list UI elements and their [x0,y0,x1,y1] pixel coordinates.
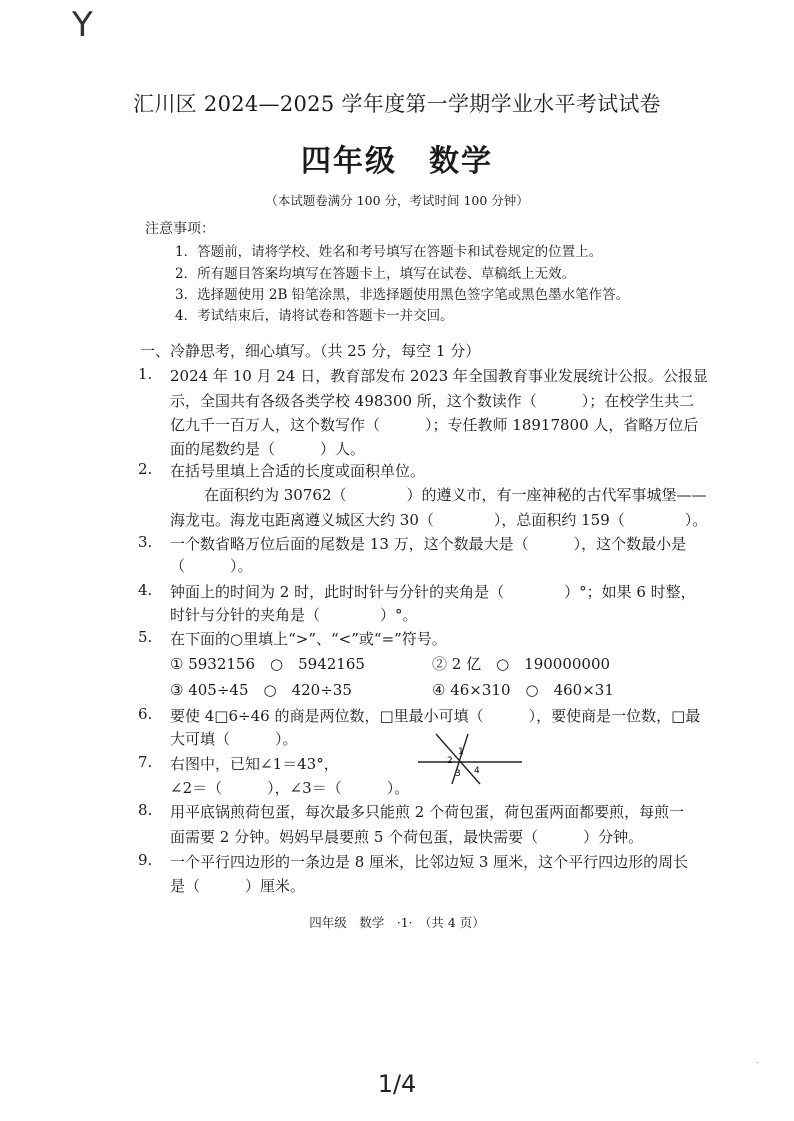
corner-mark: Y [72,5,93,45]
question-line: 在括号里填上合适的长度或面积单位。 [170,462,426,480]
question-number: 4. [138,581,153,599]
question-line: ∠2＝（ ），∠3＝（ ）。 [170,779,410,797]
edge-mark: - [756,1058,759,1067]
angle-figure [418,732,522,786]
comparison-item: ① 5932156 ○ 5942165 [170,655,365,673]
comparison-item: ④ 46×310 ○ 460×31 [432,681,614,699]
question-line: （ ）。 [170,557,253,575]
question-line: 一个平行四边形的一条边是 8 厘米，比邻边短 3 厘米，这个平行四边形的周长 [170,853,689,871]
comparison-item: ③ 405÷45 ○ 420÷35 [170,681,352,699]
question-line: 用平底锅煎荷包蛋，每次最多只能煎 2 个荷包蛋，荷包蛋两面都要煎，每煎一 [170,803,685,821]
question-line: 要使 4□6÷46 的商是两位数，□里最小可填（ ），要使商是一位数，□最 [170,707,701,725]
question-line: 示，全国共有各级各类学校 498300 所，这个数读作（ ）；在校学生共二 [170,392,695,410]
angle-label-4: 4 [474,766,480,776]
question-line: 2024 年 10 月 24 日，教育部发布 2023 年全国教育事业发展统计公报。公报显 [170,367,708,385]
angle-label-3: 3 [455,769,461,779]
angle-label-1: 1 [458,747,464,757]
question-number: 8. [138,801,153,819]
question-line: 在下面的○里填上“>”、“<”或“=”符号。 [170,630,447,648]
angle-label-2: 2 [447,756,453,766]
question-number: 2. [138,460,153,478]
question-line: 大可填（ ）。 [170,730,298,748]
question-line: 钟面上的时间为 2 时，此时时针与分针的夹角是（ ）°；如果 6 时整， [170,583,696,601]
question-number: 9. [138,851,153,869]
exam-subject: 四年级 数学 [301,144,493,179]
question-number: 5. [138,628,153,646]
question-line: 海龙屯。海龙屯距离遵义城区大约 30（ ），总面积约 159（ ）。 [170,511,708,529]
question-line: 亿九千一百万人，这个数写作（ ）；专任教师 18917800 人，省略万位后 [170,416,699,434]
question-line: 面的尾数约是（ ）人。 [170,440,366,458]
section-heading: 一、冷静思考，细心填写。（共 25 分，每空 1 分） [140,342,481,360]
page-counter: 1/4 [377,1070,417,1098]
question-line: 时针与分针的夹角是（ ）°。 [170,606,418,624]
question-line: 面需要 2 分钟。妈妈早晨要煎 5 个荷包蛋，最快需要（ ）分钟。 [170,828,644,846]
question-number: 1. [138,365,153,383]
question-line: 是（ ）厘米。 [170,877,306,895]
question-number: 7. [138,753,153,771]
question-number: 3. [138,533,153,551]
notice-item: 4．考试结束后，请将试卷和答题卡一并交回。 [175,308,454,324]
notice-item: 1．答题前，请将学校、姓名和考号填写在答题卡和试卷规定的位置上。 [175,244,603,260]
exam-title: 汇川区 2024—2025 学年度第一学期学业水平考试试卷 [133,92,661,116]
page-footer: 四年级 数学 ·1· （共 4 页） [309,915,485,930]
question-line: 右图中，已知∠1＝43°， [170,755,339,773]
comparison-item: ② 2 亿 ○ 190000000 [432,655,611,673]
notice-item: 2．所有题目答案均填写在答题卡上，填写在试卷、草稿纸上无效。 [175,266,576,282]
question-line: 一个数省略万位后面的尾数是 13 万，这个数最大是（ ），这个数最小是 [170,535,687,553]
question-number: 6. [138,705,153,723]
notice-heading: 注意事项： [145,221,215,237]
exam-score-info: （本试题卷满分 100 分，考试时间 100 分钟） [265,193,529,208]
notice-item: 3．选择题使用 2B 铅笔涂黑，非选择题使用黑色签字笔或黑色墨水笔作答。 [175,287,630,303]
question-line: 在面积约为 30762（ ）的遵义市，有一座神秘的古代军事城堡—— [204,486,707,504]
